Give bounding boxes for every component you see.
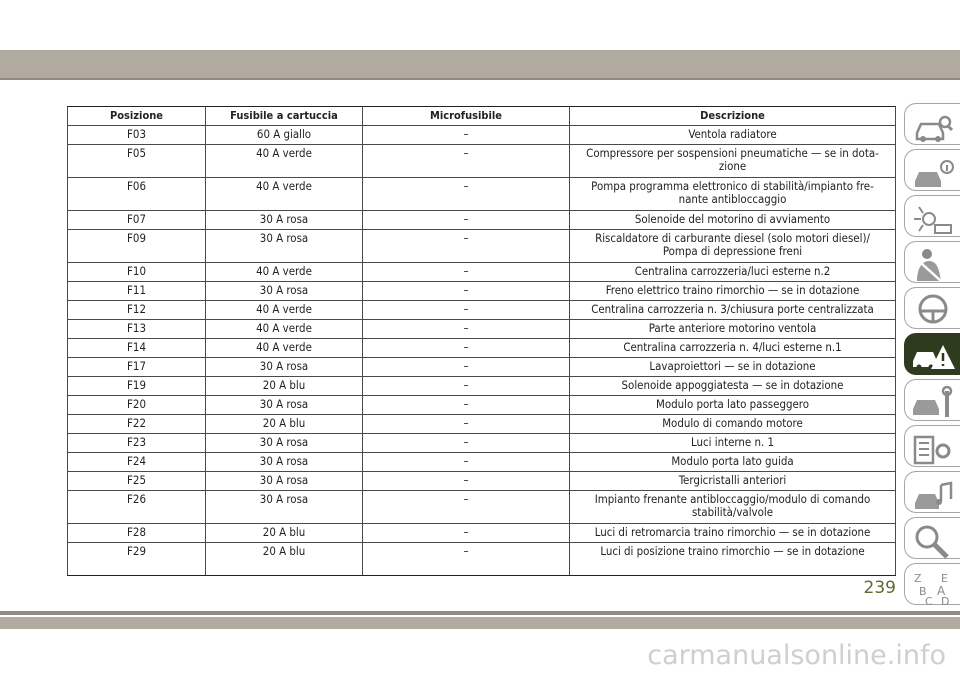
header-description: Descrizione bbox=[570, 107, 896, 126]
cell-microfuse: – bbox=[363, 434, 570, 453]
chapter-tab[interactable] bbox=[904, 471, 960, 513]
table-row bbox=[68, 211, 896, 230]
svg-text:A: A bbox=[937, 584, 946, 598]
header-cartridge-fuse: Fusibile a cartuccia bbox=[206, 107, 363, 126]
fuse-table bbox=[67, 106, 896, 576]
cell-microfuse: – bbox=[363, 320, 570, 339]
chapter-tab[interactable] bbox=[904, 425, 960, 467]
cell-description: Tergicristalli anteriori bbox=[570, 472, 896, 491]
cell-description: Ventola radiatore bbox=[570, 126, 896, 145]
table-row bbox=[68, 472, 896, 491]
cell-cartridge-fuse: 40 A verde bbox=[206, 178, 363, 211]
specifications-gear-icon bbox=[911, 431, 957, 467]
chapter-tab[interactable] bbox=[904, 333, 960, 375]
cell-cartridge-fuse: 30 A rosa bbox=[206, 230, 363, 263]
cell-description: Compressore per sospensioni pneumatiche — se in dota- zione bbox=[570, 145, 896, 178]
cell-cartridge-fuse: 40 A verde bbox=[206, 339, 363, 358]
cell-description: Modulo di comando motore bbox=[570, 415, 896, 434]
cell-description: Solenoide appoggiatesta — se in dotazione bbox=[570, 377, 896, 396]
cell-microfuse: – bbox=[363, 453, 570, 472]
cell-description: Lavaproiettori — se in dotazione bbox=[570, 358, 896, 377]
car-maintenance-wrench-icon bbox=[911, 385, 957, 421]
cell-position: F12 bbox=[68, 301, 206, 320]
cell-microfuse: – bbox=[363, 543, 570, 576]
cell-microfuse: – bbox=[363, 472, 570, 491]
cell-cartridge-fuse: 30 A rosa bbox=[206, 396, 363, 415]
table-row bbox=[68, 126, 896, 145]
table-row bbox=[68, 453, 896, 472]
cell-position: F23 bbox=[68, 434, 206, 453]
cell-cartridge-fuse: 40 A verde bbox=[206, 263, 363, 282]
table-row bbox=[68, 339, 896, 358]
car-info-icon bbox=[911, 155, 957, 191]
cell-cartridge-fuse: 20 A blu bbox=[206, 377, 363, 396]
cell-cartridge-fuse: 30 A rosa bbox=[206, 472, 363, 491]
chapter-tab[interactable] bbox=[904, 517, 960, 559]
table-row bbox=[68, 524, 896, 543]
cell-microfuse: – bbox=[363, 178, 570, 211]
cell-description: Centralina carrozzeria n. 4/luci esterne n.1 bbox=[570, 339, 896, 358]
bottom-band-line bbox=[0, 611, 960, 615]
cell-description: Solenoide del motorino di avviamento bbox=[570, 211, 896, 230]
cell-cartridge-fuse: 60 A giallo bbox=[206, 126, 363, 145]
cell-description: Luci di posizione traino rimorchio — se in dotazione bbox=[570, 543, 896, 576]
cell-cartridge-fuse: 20 A blu bbox=[206, 524, 363, 543]
svg-text:C: C bbox=[925, 595, 933, 605]
multimedia-music-icon bbox=[911, 477, 957, 513]
table-row bbox=[68, 178, 896, 211]
cell-microfuse: – bbox=[363, 211, 570, 230]
cell-microfuse: – bbox=[363, 339, 570, 358]
cell-position: F14 bbox=[68, 339, 206, 358]
chapter-tab[interactable] bbox=[904, 103, 960, 145]
cell-cartridge-fuse: 30 A rosa bbox=[206, 358, 363, 377]
bottom-decorative-band bbox=[0, 617, 960, 629]
chapter-tab[interactable] bbox=[904, 379, 960, 421]
cell-description: Luci interne n. 1 bbox=[570, 434, 896, 453]
header-position: Posizione bbox=[68, 107, 206, 126]
cell-description: Riscaldatore di carburante diesel (solo motori diesel)/ Pompa di depressione freni bbox=[570, 230, 896, 263]
search-magnifier-icon bbox=[911, 523, 957, 559]
fuse-table-body bbox=[68, 126, 896, 576]
table-row bbox=[68, 301, 896, 320]
car-breakdown-warning-icon bbox=[911, 339, 957, 375]
cell-cartridge-fuse: 30 A rosa bbox=[206, 434, 363, 453]
chapter-tab[interactable] bbox=[904, 287, 960, 329]
top-band-line bbox=[0, 78, 960, 80]
header-microfuse: Microfusibile bbox=[363, 107, 570, 126]
cell-microfuse: – bbox=[363, 524, 570, 543]
cell-description: Freno elettrico traino rimorchio — se in dotazione bbox=[570, 282, 896, 301]
cell-position: F20 bbox=[68, 396, 206, 415]
table-row bbox=[68, 358, 896, 377]
chapter-tab[interactable] bbox=[904, 195, 960, 237]
cell-description: Parte anteriore motorino ventola bbox=[570, 320, 896, 339]
cell-description: Pompa programma elettronico di stabilità/impianto fre- nante antibloccaggio bbox=[570, 178, 896, 211]
cell-position: F11 bbox=[68, 282, 206, 301]
chapter-tab[interactable] bbox=[904, 241, 960, 283]
car-search-icon bbox=[911, 109, 957, 145]
cell-description: Impianto frenante antibloccaggio/modulo di comando stabilità/valvole bbox=[570, 491, 896, 524]
table-row bbox=[68, 263, 896, 282]
cell-microfuse: – bbox=[363, 145, 570, 178]
table-row bbox=[68, 491, 896, 524]
table-row bbox=[68, 145, 896, 178]
top-decorative-band bbox=[0, 50, 960, 78]
svg-text:E: E bbox=[941, 572, 948, 585]
cell-description: Luci di retromarcia traino rimorchio — se in dotazione bbox=[570, 524, 896, 543]
table-header-row bbox=[68, 107, 896, 126]
cell-microfuse: – bbox=[363, 415, 570, 434]
cell-position: F17 bbox=[68, 358, 206, 377]
svg-text:B: B bbox=[919, 585, 927, 598]
cell-microfuse: – bbox=[363, 263, 570, 282]
cell-cartridge-fuse: 30 A rosa bbox=[206, 282, 363, 301]
cell-position: F10 bbox=[68, 263, 206, 282]
svg-text:Z: Z bbox=[914, 572, 922, 585]
cell-position: F03 bbox=[68, 126, 206, 145]
cell-description: Centralina carrozzeria/luci esterne n.2 bbox=[570, 263, 896, 282]
cell-position: F19 bbox=[68, 377, 206, 396]
cell-position: F13 bbox=[68, 320, 206, 339]
warning-light-icon bbox=[911, 201, 957, 237]
cell-position: F06 bbox=[68, 178, 206, 211]
cell-cartridge-fuse: 40 A verde bbox=[206, 320, 363, 339]
cell-position: F25 bbox=[68, 472, 206, 491]
cell-position: F26 bbox=[68, 491, 206, 524]
cell-microfuse: – bbox=[363, 126, 570, 145]
index-letters-icon bbox=[911, 569, 957, 605]
cell-cartridge-fuse: 40 A verde bbox=[206, 145, 363, 178]
seatbelt-person-icon bbox=[911, 247, 957, 283]
cell-microfuse: – bbox=[363, 358, 570, 377]
cell-microfuse: – bbox=[363, 230, 570, 263]
cell-description: Modulo porta lato guida bbox=[570, 453, 896, 472]
cell-position: F05 bbox=[68, 145, 206, 178]
table-row bbox=[68, 543, 896, 576]
page-number: 239 bbox=[863, 578, 896, 598]
table-row bbox=[68, 320, 896, 339]
table-row bbox=[68, 377, 896, 396]
cell-cartridge-fuse: 30 A rosa bbox=[206, 491, 363, 524]
cell-microfuse: – bbox=[363, 491, 570, 524]
cell-cartridge-fuse: 40 A verde bbox=[206, 301, 363, 320]
cell-position: F07 bbox=[68, 211, 206, 230]
table-row bbox=[68, 396, 896, 415]
cell-position: F28 bbox=[68, 524, 206, 543]
cell-cartridge-fuse: 20 A blu bbox=[206, 415, 363, 434]
chapter-tab-nav bbox=[904, 103, 960, 609]
cell-microfuse: – bbox=[363, 301, 570, 320]
cell-position: F24 bbox=[68, 453, 206, 472]
cell-description: Centralina carrozzeria n. 3/chiusura porte centralizzata bbox=[570, 301, 896, 320]
cell-position: F22 bbox=[68, 415, 206, 434]
table-row bbox=[68, 230, 896, 263]
cell-microfuse: – bbox=[363, 377, 570, 396]
watermark: carmanualsonline.info bbox=[647, 640, 946, 671]
table-row bbox=[68, 415, 896, 434]
cell-position: F09 bbox=[68, 230, 206, 263]
table-row bbox=[68, 282, 896, 301]
cell-microfuse: – bbox=[363, 396, 570, 415]
chapter-tab[interactable] bbox=[904, 149, 960, 191]
cell-cartridge-fuse: 20 A blu bbox=[206, 543, 363, 576]
cell-microfuse: – bbox=[363, 282, 570, 301]
svg-text:D: D bbox=[941, 595, 950, 605]
chapter-tab[interactable] bbox=[904, 563, 960, 605]
cell-position: F29 bbox=[68, 543, 206, 576]
cell-description: Modulo porta lato passeggero bbox=[570, 396, 896, 415]
cell-cartridge-fuse: 30 A rosa bbox=[206, 453, 363, 472]
steering-wheel-icon bbox=[911, 293, 957, 329]
table-row bbox=[68, 434, 896, 453]
cell-cartridge-fuse: 30 A rosa bbox=[206, 211, 363, 230]
